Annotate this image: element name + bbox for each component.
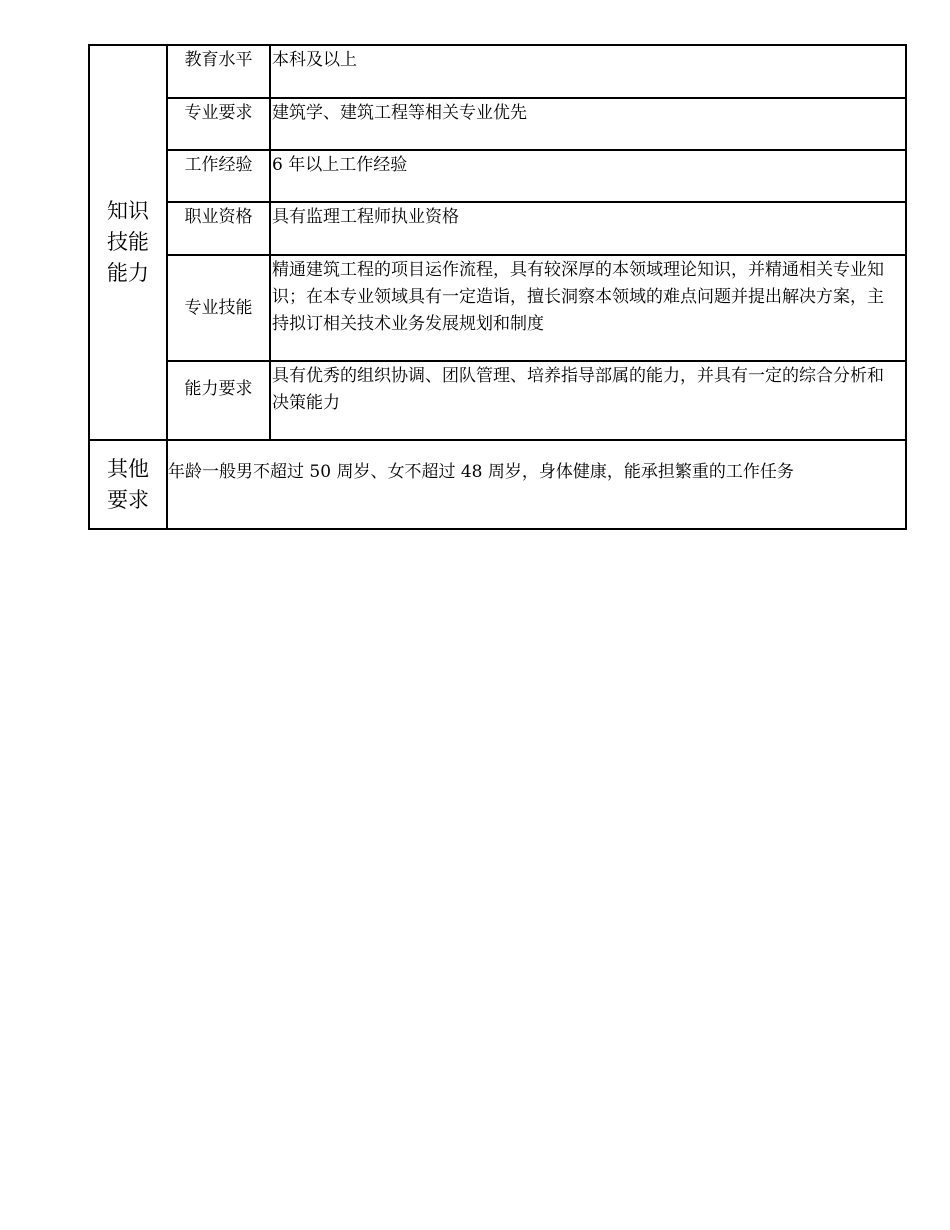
table-row (89, 98, 906, 150)
row-label-education: 教育水平 (167, 45, 270, 98)
table-row (89, 440, 906, 529)
row-value-experience: 6 年以上工作经验 (270, 150, 906, 202)
row-label-ability: 能力要求 (167, 361, 270, 440)
row-value-ability: 具有优秀的组织协调、团队管理、培养指导部属的能力，并具有一定的综合分析和决策能力 (270, 361, 906, 440)
group-title-knowledge-text: 知识技能能力 (107, 199, 149, 285)
group-title-other (89, 440, 167, 529)
row-label-qualification: 职业资格 (167, 202, 270, 255)
row-label-experience: 工作经验 (167, 150, 270, 202)
row-label-skills: 专业技能 (167, 255, 270, 361)
group-title-other-text: 其他要求 (107, 456, 149, 512)
group-title-knowledge (89, 45, 167, 440)
table-row (89, 255, 906, 361)
table-row (89, 45, 906, 98)
table-row (89, 150, 906, 202)
row-value-other: 年龄一般男不超过 50 周岁、女不超过 48 周岁，身体健康，能承担繁重的工作任务 (167, 440, 906, 529)
row-value-skills: 精通建筑工程的项目运作流程，具有较深厚的本领域理论知识，并精通相关专业知识；在本专业领域具有一定造诣，擅长洞察本领域的难点问题并提出解决方案，主持拟订相关技术业务发展规划和制度 (270, 255, 906, 361)
table-row (89, 361, 906, 440)
row-value-qualification: 具有监理工程师执业资格 (270, 202, 906, 255)
row-value-major: 建筑学、建筑工程等相关专业优先 (270, 98, 906, 150)
requirements-table (88, 44, 907, 530)
row-value-education: 本科及以上 (270, 45, 906, 98)
row-label-major: 专业要求 (167, 98, 270, 150)
table-row (89, 202, 906, 255)
